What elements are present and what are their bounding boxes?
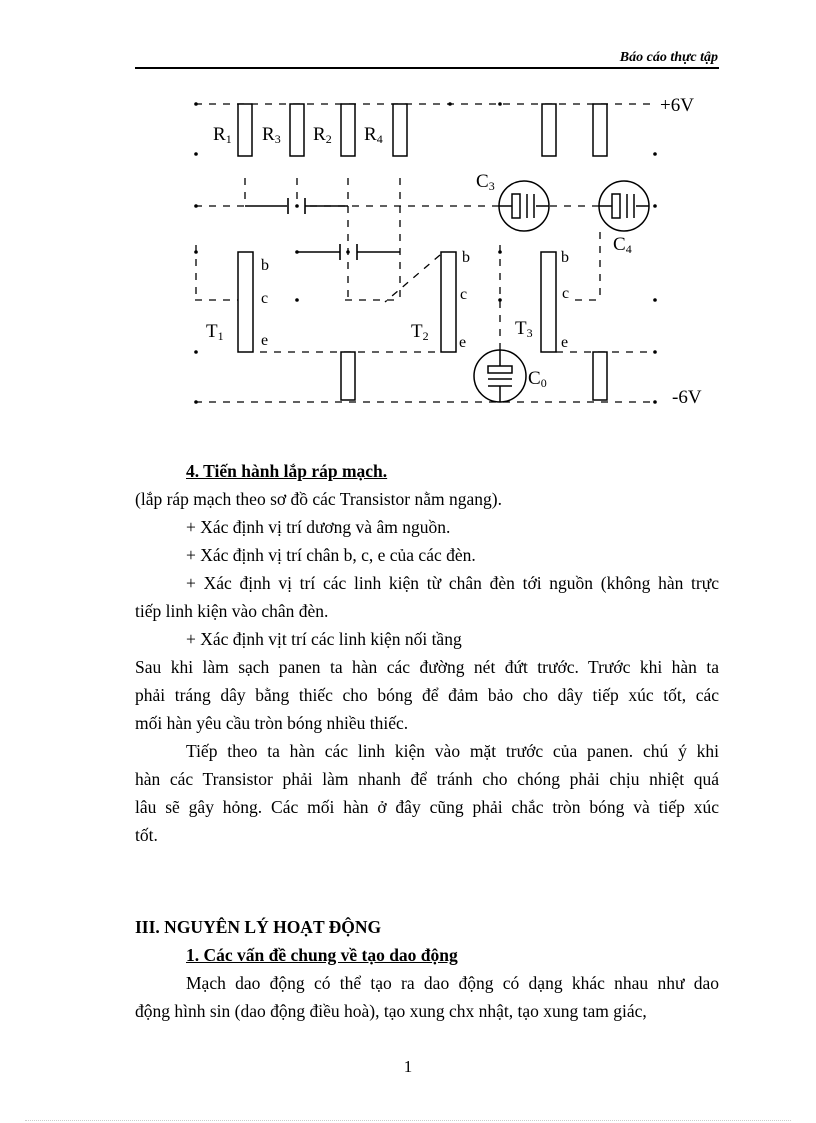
label-c3: C3 [476,171,495,193]
resistor-r1 [238,104,252,156]
label-supply-neg: -6V [672,387,702,408]
section4-line: (lắp ráp mạch theo sơ đồ các Transistor nằm ngang). [135,489,502,509]
dashed-wires [195,104,655,402]
label-r2: R2 [313,124,332,146]
label-t3: T3 [515,318,533,340]
section4-line: lâu sẽ gây hỏng. Các mối hàn ở đây cũng phải chắc tròn bóng và tiếp xúc [135,797,719,817]
circuit-diagram [0,0,816,430]
label-c4: C4 [613,234,632,256]
section4-line: + Xác định vị trí chân b, c, e của các đèn. [186,545,476,565]
pin-t2-e: e [459,334,467,351]
dots [194,102,657,404]
page-number: 1 [403,1057,413,1076]
section3-line: động hình sin (dao động điều hoà), tạo xung chx nhật, tạo xung tam giác, [135,1001,647,1021]
section4-line: + Xác định vịt trí các linh kiện nối tầng [186,629,462,649]
bottom-dotted-rule [25,1120,791,1121]
coupling-capacitors [245,198,400,260]
section4-line: Tiếp theo ta hàn các linh kiện vào mặt trước của panen. chú ý khi [186,741,719,761]
pin-t3-b: b [561,249,569,266]
section4-heading: 4. Tiến hành lắp ráp mạch. [186,461,388,481]
section4-line: Sau khi làm sạch panen ta hàn các đường nét đứt trước. Trước khi hàn ta [135,657,719,677]
transistor-t2-body [441,252,456,352]
pin-t1-c: c [261,290,269,307]
section4-line: tiếp linh kiện vào chân đèn. [135,601,329,621]
section4-line: tốt. [135,825,158,845]
resistor-r2 [341,104,355,156]
header-title: Báo cáo thực tập [619,50,718,65]
section4-line: hàn các Transistor phải làm nhanh để tránh cho chóng phải chịu nhiệt quá [135,769,719,789]
label-r4: R4 [364,124,383,146]
label-t2: T2 [411,321,429,343]
resistor-bottom-2 [593,352,607,400]
label-r1: R1 [213,124,232,146]
pin-t3-c: c [562,285,570,302]
pin-t2-b: b [462,249,470,266]
section4-line: mối hàn yêu cầu tròn bóng nhiều thiếc. [135,713,409,733]
resistor-right-1 [542,104,556,156]
capacitor-c0 [474,350,526,402]
pin-t1-e: e [261,332,269,349]
resistor-bottom-1 [341,352,355,400]
label-t1: T1 [206,321,224,343]
section4-line: phải tráng dây bằng thiếc cho bóng để đảm bảo cho dây tiếp xúc tốt, các [135,685,719,705]
capacitor-c3 [499,181,549,231]
resistor-r4 [393,104,407,156]
section3-subheading: 1. Các vấn đề chung về tạo dao động [186,945,458,965]
label-r3: R3 [262,124,281,146]
resistor-r3 [290,104,304,156]
section4-line: + Xác định vị trí dương và âm nguồn. [186,517,451,537]
transistor-t3-body [541,252,556,352]
pin-t3-e: e [561,334,569,351]
label-c0: C0 [528,368,547,390]
section4-line: + Xác định vị trí các linh kiện từ chân đèn tới nguồn (không hàn trực [186,573,719,593]
transistor-t1-body [238,252,253,352]
capacitor-c4 [599,181,649,231]
pin-t1-b: b [261,257,269,274]
pin-t2-c: c [460,286,468,303]
section3-line: Mạch dao động có thể tạo ra dao động có dạng khác nhau như dao [186,973,719,993]
section3-heading: III. NGUYÊN LÝ HOẠT ĐỘNG [135,917,382,937]
label-supply-pos: +6V [660,95,694,116]
resistor-right-2 [593,104,607,156]
